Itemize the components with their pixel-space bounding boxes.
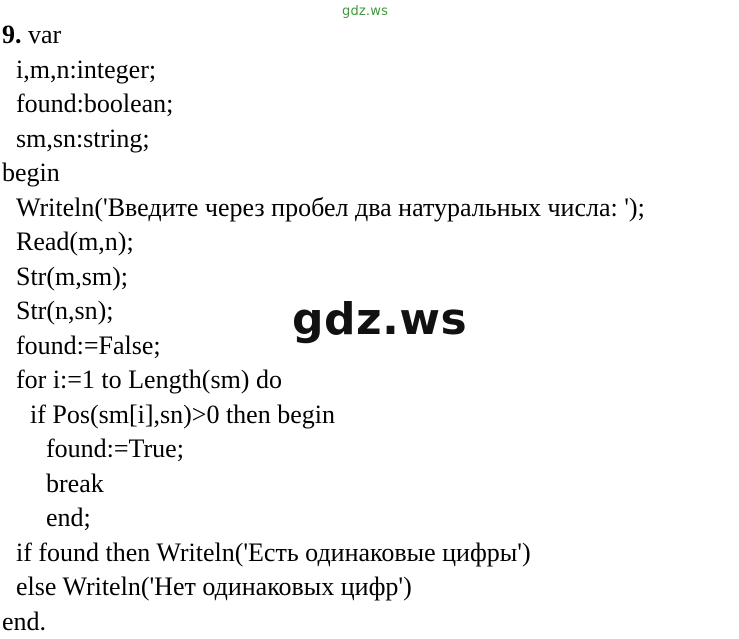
watermark-top: gdz.ws xyxy=(342,4,388,19)
code-line: Writeln('Введите через пробел два натуральных числа: '); xyxy=(0,191,739,226)
code-line: found:boolean; xyxy=(0,87,739,122)
code-line: begin xyxy=(0,156,739,191)
code-line: else Writeln('Нет одинаковых цифр') xyxy=(0,570,739,605)
code-line xyxy=(0,18,739,53)
code-line: found:=False; xyxy=(0,329,739,364)
code-text: var xyxy=(22,20,62,49)
watermark-center: gdz.ws xyxy=(292,294,467,345)
code-line: if Pos(sm[i],sn)>0 then begin xyxy=(0,398,739,433)
code-line: for i:=1 to Length(sm) do xyxy=(0,363,739,398)
code-line: if found then Writeln('Есть одинаковые цифры') xyxy=(0,536,739,571)
code-line: found:=True; xyxy=(0,432,739,467)
code-line: Str(n,sn); xyxy=(0,294,739,329)
code-line: end. xyxy=(0,605,739,639)
code-line: end; xyxy=(0,501,739,536)
code-line: Read(m,n); xyxy=(0,225,739,260)
task-number: 9. xyxy=(2,20,22,49)
code-line: sm,sn:string; xyxy=(0,122,739,157)
code-line: i,m,n:integer; xyxy=(0,53,739,88)
code-line: Str(m,sm); xyxy=(0,260,739,295)
code-line: break xyxy=(0,467,739,502)
